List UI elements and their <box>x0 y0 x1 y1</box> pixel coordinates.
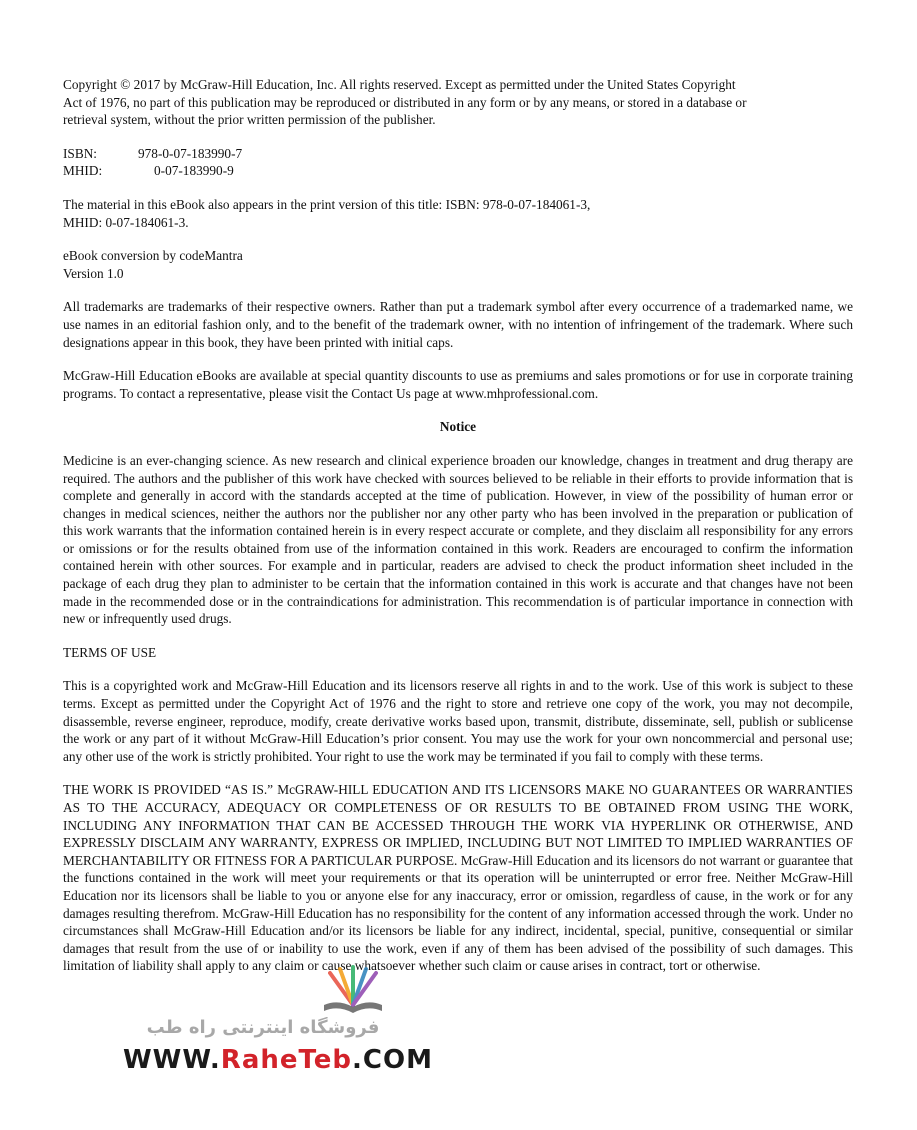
url-prefix: WWW. <box>123 1045 221 1075</box>
isbn-row <box>63 145 853 163</box>
print-version-paragraph <box>63 196 853 231</box>
notice-heading: Notice <box>439 419 477 435</box>
terms-heading: TERMS OF USE <box>63 644 157 660</box>
watermark-url <box>123 1045 433 1075</box>
print-version-line: MHID: 0-07-184061-3. <box>63 214 189 230</box>
mhid-value: 0-07-183990-9 <box>154 163 234 179</box>
notice-paragraph: Medicine is an ever-changing science. As new research and clinical experience broaden our knowledge, changes in treatment and drug therapy are required. The authors and the publisher of this work have checked with sources believed to be reliable in their efforts to provide information that is complete and generally in accord with the standards accepted at the time of publication. However, in view of the possibility of human error or changes in medical sciences, neither the authors nor the publisher nor any other party who has been involved in the preparation or publication of this work warrants that the information contained herein is in every respect accurate or complete, and they disclaim all responsibility for any errors or omissions or for the results obtained from use of the information contained in this work. Readers are encouraged to confirm the information contained herein with other sources. For example and in particular, readers are advised to check the product information sheet included in the package of each drug they plan to administer to be certain that the information contained in this work is accurate and that changes have not been made in the recommended dose or in the contraindications for administration. This recommendation is of particular importance in connection with new or infrequently used drugs. <box>63 452 853 627</box>
copyright-line: Act of 1976, no part of this publication may be reproduced or distributed in any form or by any means, or stored in a database or <box>63 94 747 110</box>
url-brand: RaheTeb <box>220 1045 353 1075</box>
sales-paragraph: McGraw-Hill Education eBooks are available at special quantity discounts to use as premiums and sales promotions or for use in corporate training programs. To contact a representative, please visit the Contact Us page at www.mhprofessional.com. <box>63 368 853 401</box>
print-version-line: The material in this eBook also appears in the print version of this title: ISBN: 978-0-07-184061-3, <box>63 196 591 212</box>
identifiers-block <box>63 145 853 180</box>
trademarks-paragraph: All trademarks are trademarks of their respective owners. Rather than put a trademark symbol after every occurrence of a trademarked name, we use names in an editorial fashion only, and to the benefit of the trademark owner, with no intention of infringement of the trademark. Where such designations appear in this book, they have been printed with initial caps. <box>63 299 853 350</box>
conversion-paragraph <box>63 247 853 282</box>
copyright-line: retrieval system, without the prior written permission of the publisher. <box>63 112 436 128</box>
url-suffix: .COM <box>352 1045 433 1075</box>
disclaimer-paragraph: THE WORK IS PROVIDED “AS IS.” McGRAW-HILL EDUCATION AND ITS LICENSORS MAKE NO GUARANTEES OR WARRANTIES AS TO THE ACCURACY, ADEQUACY OR COMPLETENESS OF OR RESULTS TO BE OBTAINED FROM USING THE WORK, INCLUDING ANY INFORMATION THAT CAN BE ACCESSED THROUGH THE WORK VIA HYPERLINK OR OTHERWISE, AND EXPRESSLY DISCLAIM ANY WARRANTY, EXPRESS OR IMPLIED, INCLUDING BUT NOT LIMITED TO IMPLIED WARRANTIES OF MERCHANTABILITY OR FITNESS FOR A PARTICULAR PURPOSE. McGraw-Hill Education and its licensors do not warrant or guarantee that the functions contained in the work will meet your requirements or that its operation will be uninterrupted or error free. Neither McGraw-Hill Education nor its licensors shall be liable to you or anyone else for any inaccuracy, error or omission, regardless of cause, in the work or for any damages resulting therefrom. McGraw-Hill Education has no responsibility for the content of any information accessed through the work. Under no circumstances shall McGraw-Hill Education and/or its licensors be liable for any indirect, incidental, special, punitive, consequential or similar damages that result from the use of or inability to use the work, even if any of them has been advised of the possibility of such damages. This limitation of liability shall apply to any claim or cause whatsoever whether such claim or cause arises in contract, tort or otherwise. <box>63 782 853 974</box>
mhid-row <box>63 162 853 180</box>
mhid-label: MHID: <box>63 163 103 179</box>
watermark-persian-text: فروشگاه اینترنتی راه طب <box>146 1017 380 1038</box>
version-line: Version 1.0 <box>63 265 124 281</box>
copyright-paragraph <box>63 76 853 129</box>
terms-paragraph: This is a copyrighted work and McGraw-Hill Education and its licensors reserve all rights in and to the work. Use of this work is subject to these terms. Except as permitted under the Copyright Act of 1976 and the right to store and retrieve one copy of the work, you may not decompile, disassemble, reverse engineer, reproduce, modify, create derivative works based upon, transmit, distribute, disseminate, sell, publish or sublicense the work or any part of it without McGraw-Hill Education’s prior consent. You may use the work for your own noncommercial and personal use; any other use of the work is strictly prohibited. Your right to use the work may be terminated if you fail to comply with these terms. <box>63 678 853 764</box>
isbn-label: ISBN: <box>63 145 97 161</box>
copyright-page <box>63 76 853 991</box>
conversion-line: eBook conversion by codeMantra <box>63 248 243 264</box>
isbn-value: 978-0-07-183990-7 <box>138 145 243 161</box>
copyright-line: Copyright © 2017 by McGraw-Hill Education, Inc. All rights reserved. Except as permitted under the United States Copyright <box>63 77 736 92</box>
